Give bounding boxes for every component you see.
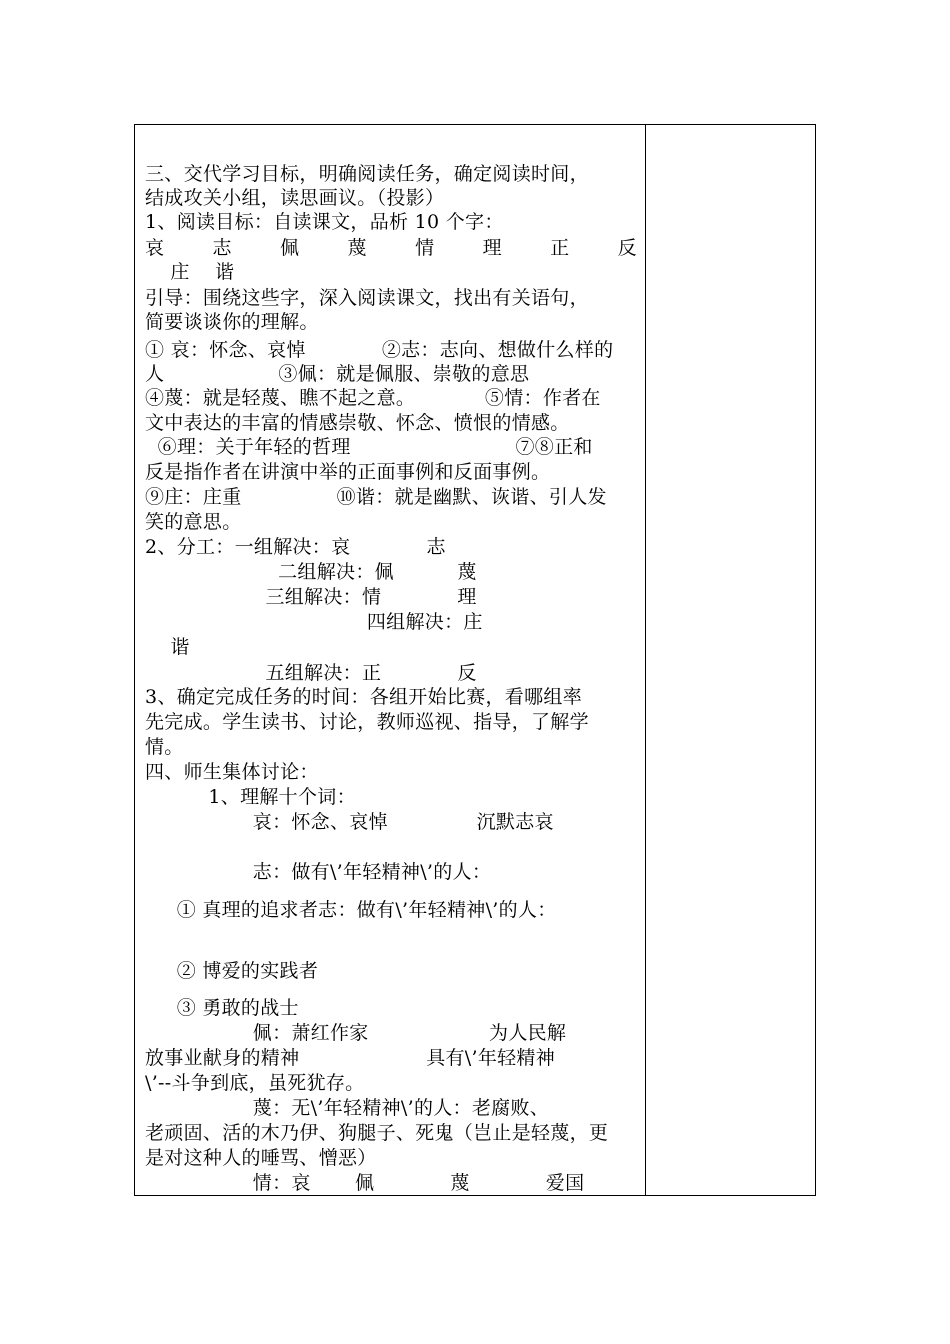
text-line: 哀：怀念、哀悼 沉默志哀 <box>145 811 554 833</box>
char-item: 理 <box>482 237 502 259</box>
text-line: 老顽固、活的木乃伊、狗腿子、死鬼（岂止是轻蔑，更 <box>145 1122 609 1144</box>
text-line: 2、分工：一组解决：哀 志 <box>145 536 446 558</box>
text-line: 庄 谐 <box>145 261 235 283</box>
text-line: 三组解决：情 理 <box>145 586 477 608</box>
text-line: ① 真理的追求者志：做有\’年轻精神\’的人： <box>145 899 557 921</box>
text-line: 1、阅读目标：自读课文，品析 10 个字： <box>145 211 504 233</box>
char-item: 反 <box>617 237 637 259</box>
text-line: 是对这种人的唾骂、憎恶） <box>145 1147 377 1169</box>
text-line: 五组解决：正 反 <box>145 662 477 684</box>
text-line: 四组解决：庄 <box>145 611 483 633</box>
text-line: 反是指作者在讲演中举的正面事例和反面事例。 <box>145 461 551 483</box>
text-line: 人 ③佩：就是佩服、崇敬的意思 <box>145 363 530 385</box>
char-item: 佩 <box>280 237 300 259</box>
ten-chars-row <box>145 236 637 260</box>
char-item: 哀 <box>145 237 165 259</box>
text-line: 情。 <box>145 736 184 758</box>
text-line: 二组解决：佩 蔑 <box>145 561 477 583</box>
text-line: 笑的意思。 <box>145 511 242 533</box>
text-line: 简要谈谈你的理解。 <box>145 311 319 333</box>
text-line: 四、师生集体讨论： <box>145 761 319 783</box>
text-line: ③ 勇敢的战士 <box>145 997 299 1019</box>
text-line: 情：哀 佩 蔑 爱国 <box>145 1172 585 1194</box>
text-line: ② 博爱的实践者 <box>145 960 319 982</box>
text-line: 引导：围绕这些字，深入阅读课文，找出有关语句， <box>145 287 589 309</box>
text-line: 蔑：无\’年轻精神\’的人：老腐败、 <box>145 1097 550 1119</box>
char-item: 蔑 <box>347 237 367 259</box>
text-line: 放事业献身的精神 具有\’年轻精神 <box>145 1047 556 1069</box>
text-line: 佩：萧红作家 为人民解 <box>145 1022 567 1044</box>
text-line: ⑥理：关于年轻的哲理 ⑦⑧正和 <box>145 436 593 458</box>
text-line: 文中表达的丰富的情感崇敬、怀念、愤恨的情感。 <box>145 412 570 434</box>
text-line: 1、理解十个词： <box>145 786 356 808</box>
text-line: \’--斗争到底，虽死犹存。 <box>145 1072 365 1094</box>
text-line: 先完成。学生读书、讨论，教师巡视、指导，了解学 <box>145 711 589 733</box>
text-line: 3、确定完成任务的时间：各组开始比赛，看哪组率 <box>145 686 582 708</box>
char-item: 情 <box>415 237 435 259</box>
text-line: 三、交代学习目标，明确阅读任务，确定阅读时间， <box>145 163 589 185</box>
char-item: 志 <box>212 237 232 259</box>
text-line: ④蔑：就是轻蔑、瞧不起之意。 ⑤情：作者在 <box>145 387 601 409</box>
char-item: 正 <box>550 237 570 259</box>
text-line: 志：做有\’年轻精神\’的人： <box>145 861 492 883</box>
text-line: ① 哀：怀念、哀悼 ②志：志向、想做什么样的 <box>145 339 614 361</box>
text-line: 谐 <box>145 636 190 658</box>
text-line: 结成攻关小组，读思画议。（投影） <box>145 187 445 209</box>
column-divider <box>645 124 646 1196</box>
text-line: ⑨庄：庄重 ⑩谐：就是幽默、诙谐、引人发 <box>145 486 607 508</box>
